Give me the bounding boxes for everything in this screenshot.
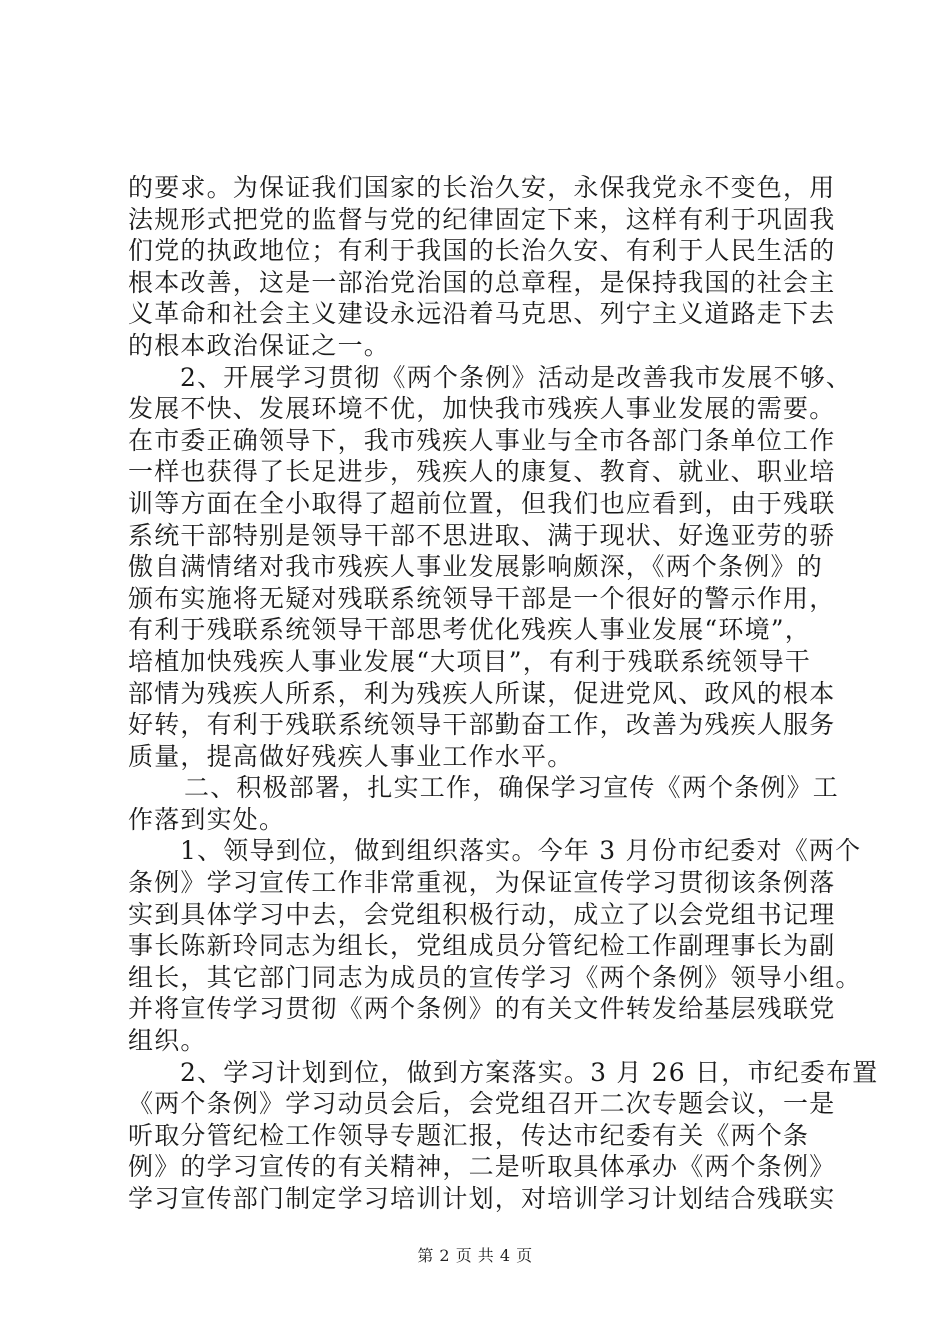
text-line: 学习宣传部门制定学习培训计划，对培训学习计划结合残联实 xyxy=(128,1184,836,1213)
text-line: 部情为残疾人所系，利为残疾人所谋，促进党风、政风的根本 xyxy=(128,678,836,708)
text-line: 一样也获得了长足进步，残疾人的康复、教育、就业、职业培 xyxy=(128,457,836,487)
text-line: 听取分管纪检工作领导专题汇报，传达市纪委有关《两个条 xyxy=(128,1120,810,1150)
text-line: 条例》学习宣传工作非常重视，为保证宣传学习贯彻该条例落 xyxy=(128,868,836,898)
section-heading-line: 二、积极部署，扎实工作，确保学习宣传《两个条例》工 xyxy=(184,773,840,803)
text-line: 组织。 xyxy=(128,1026,207,1056)
text-line: 例》的学习宣传的有关精神，二是听取具体承办《两个条例》 xyxy=(128,1152,836,1182)
text-line: 质量，提高做好残疾人事业工作水平。 xyxy=(128,741,574,771)
text-line: 根本改善，这是一部治党治国的总章程，是保持我国的社会主 xyxy=(128,267,836,297)
text-line: 好转，有利于残联系统领导干部勤奋工作，改善为残疾人服务 xyxy=(128,710,836,740)
text-line: 的根本政治保证之一。 xyxy=(128,330,391,360)
text-line: 们党的执政地位；有利于我国的长治久安、有利于人民生活的 xyxy=(128,236,836,266)
text-line: 并将宣传学习贯彻《两个条例》的有关文件转发给基层残联党 xyxy=(128,994,836,1024)
page-number-footer: 第 2 页 共 4 页 xyxy=(417,1246,533,1265)
text-line: 事长陈新玲同志为组长，党组成员分管纪检工作副理事长为副 xyxy=(128,931,836,961)
text-line: 的要求。为保证我们国家的长治久安，永保我党永不变色，用 xyxy=(128,173,836,202)
body-text xyxy=(128,172,879,1215)
paragraph-start-line: 2、学习计划到位，做到方案落实。3 月 26 日，市纪委布置 xyxy=(180,1057,879,1087)
text-line: 实到具体学习中去，会党组积极行动，成立了以会党组书记理 xyxy=(128,899,836,929)
text-line: 训等方面在全小取得了超前位置，但我们也应看到，由于残联 xyxy=(128,488,836,518)
text-line: 培植加快残疾人事业发展“大项目”，有利于残联系统领导干 xyxy=(128,646,811,676)
text-line: 有利于残联系统领导干部思考优化残疾人事业发展“环境”， xyxy=(128,615,811,645)
text-line: 组长，其它部门同志为成员的宣传学习《两个条例》领导小组。 xyxy=(128,962,862,992)
text-line: 颁布实施将无疑对残联系统领导干部是一个很好的警示作用， xyxy=(128,583,836,613)
paragraph-start-line: 2、开展学习贯彻《两个条例》活动是改善我市发展不够、 xyxy=(180,362,853,392)
text-line: 在市委正确领导下，我市残疾人事业与全市各部门条单位工作 xyxy=(128,425,836,455)
text-line: 《两个条例》学习动员会后，会党组召开二次专题会议，一是 xyxy=(128,1089,836,1119)
text-line: 傲自满情绪对我市残疾人事业发展影响颇深，《两个条例》的 xyxy=(128,552,823,582)
text-line: 法规形式把党的监督与党的纪律固定下来，这样有利于巩固我 xyxy=(128,204,836,234)
paragraph-start-line: 1、领导到位，做到组织落实。今年 3 月份市纪委对《两个 xyxy=(180,836,862,866)
text-line: 系统干部特别是领导干部不思进取、满于现状、好逸亚劳的骄 xyxy=(128,520,836,550)
text-line: 义革命和社会主义建设永远沿着马克思、列宁主义道路走下去 xyxy=(128,299,836,329)
text-line: 发展不快、发展环境不优，加快我市残疾人事业发展的需要。 xyxy=(128,394,836,424)
text-line: 作落到实处。 xyxy=(128,804,286,834)
